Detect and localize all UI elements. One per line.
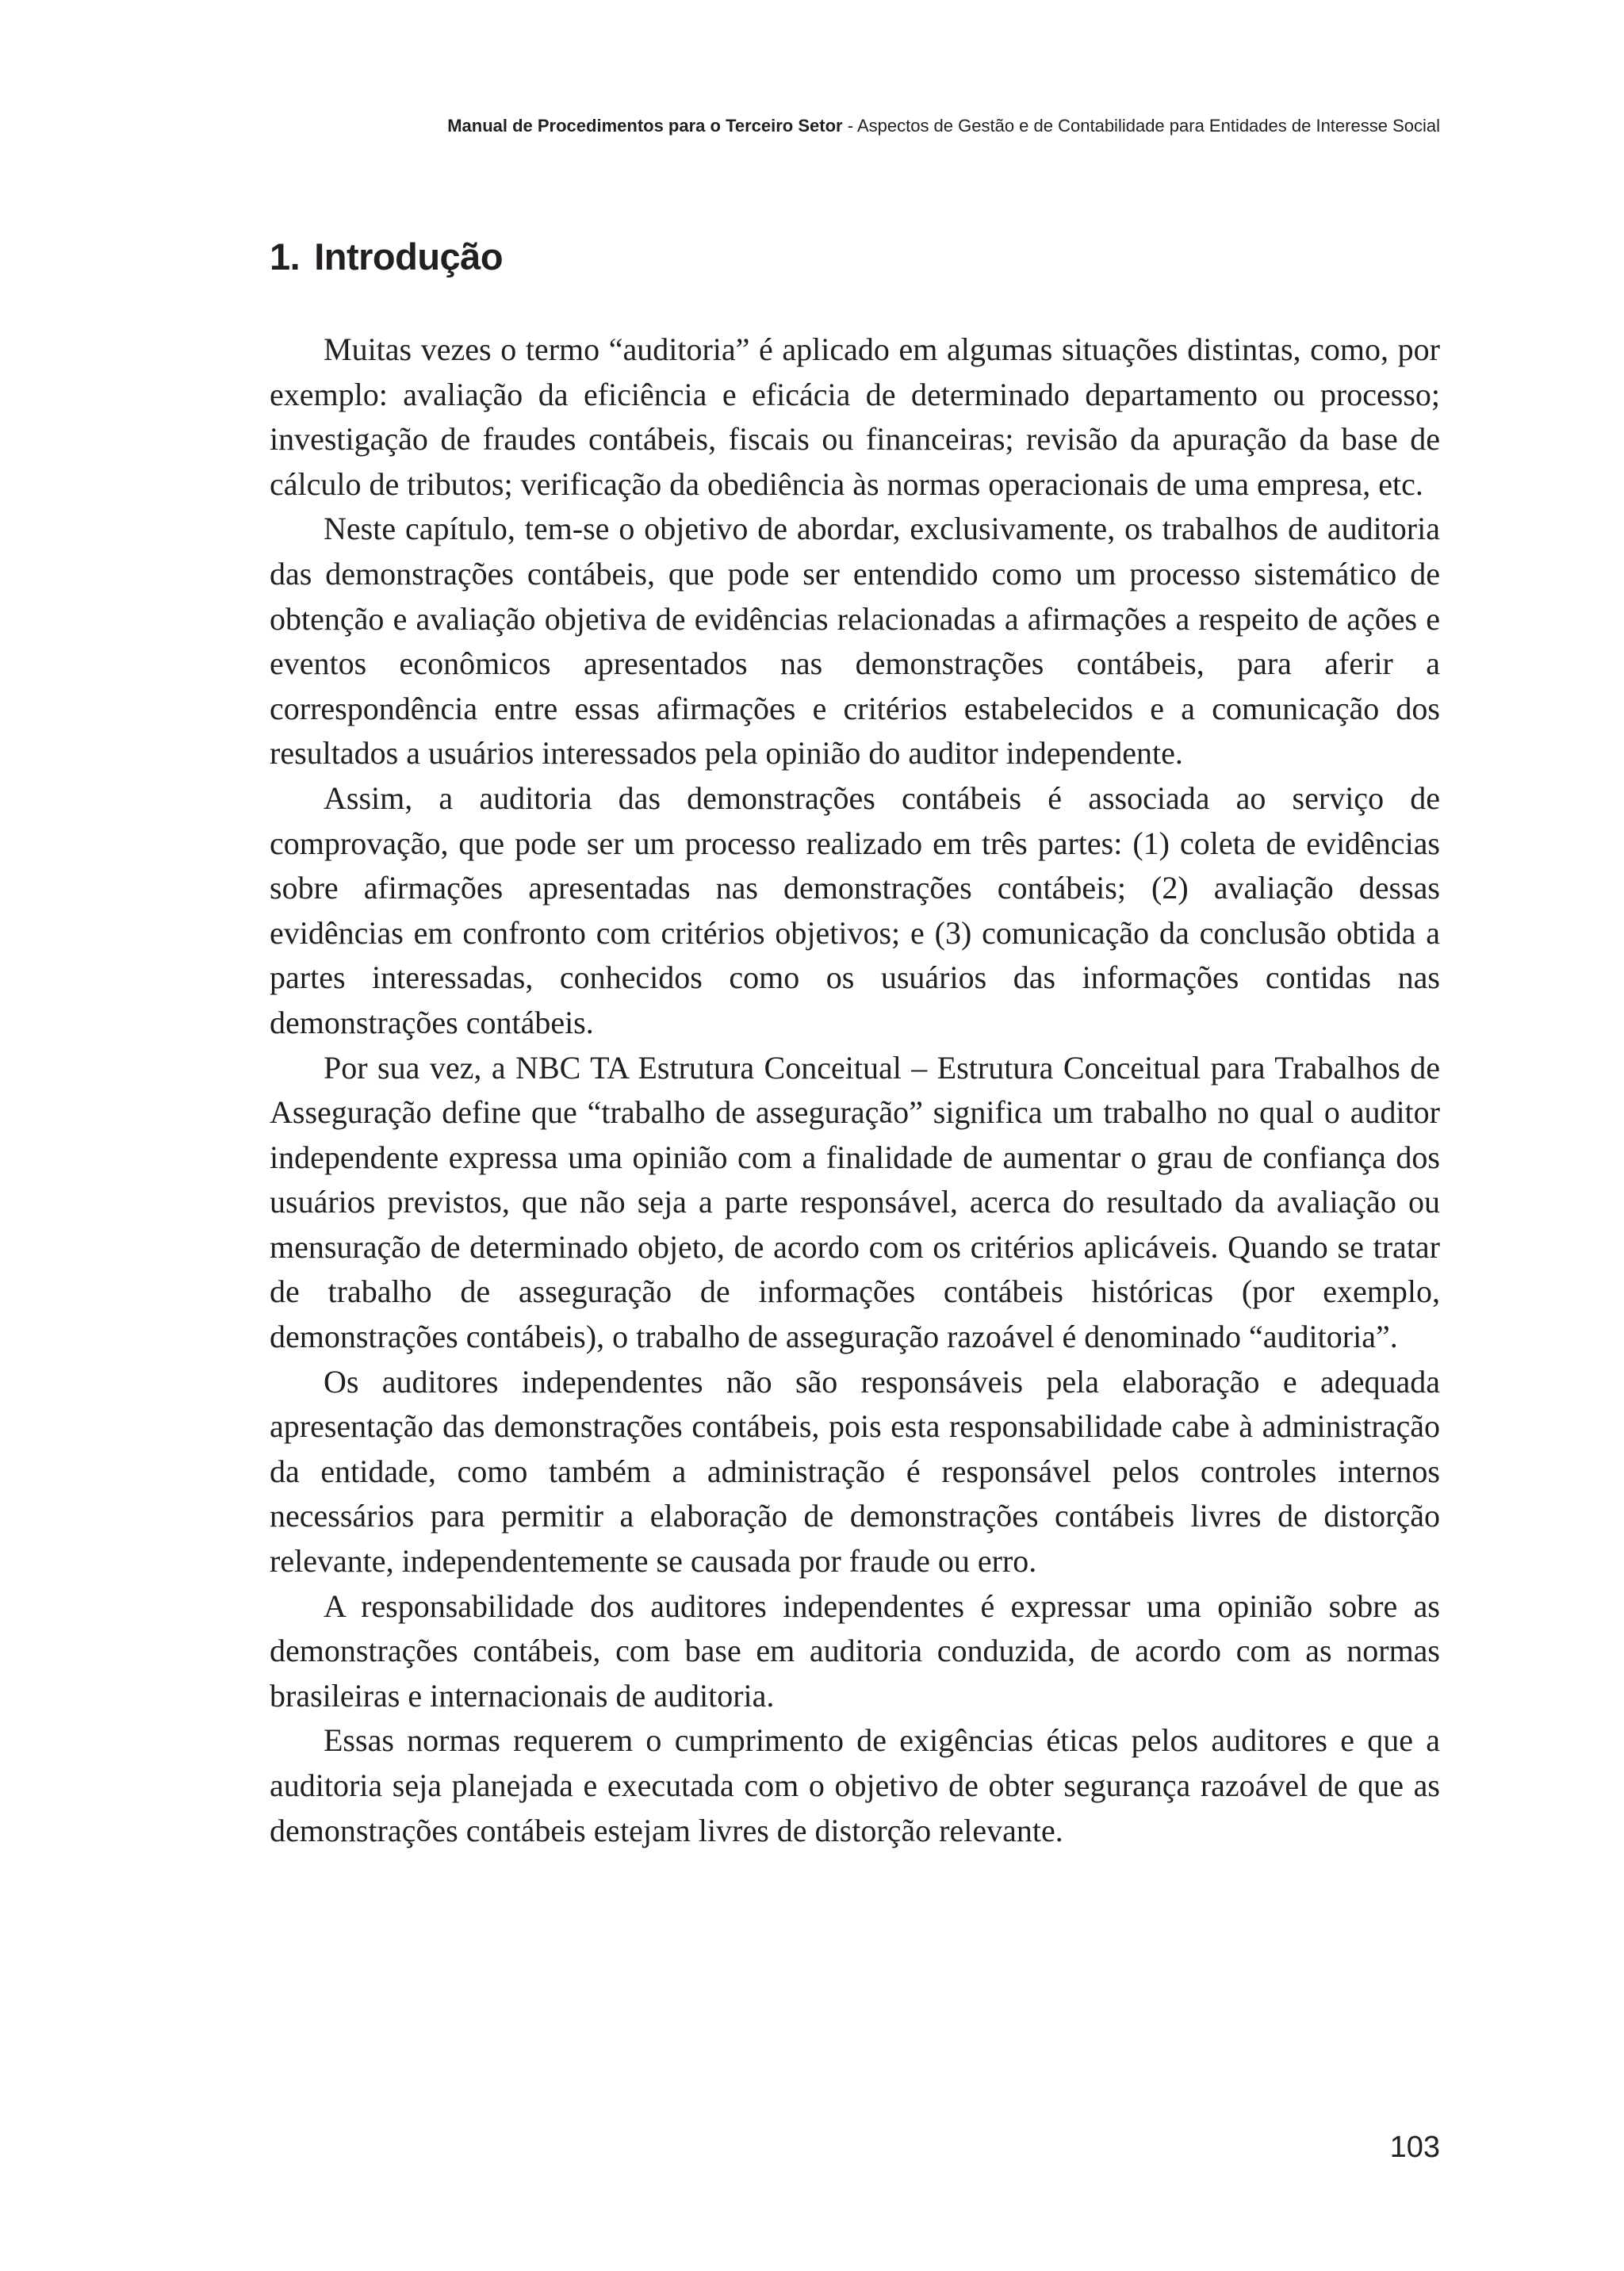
section-heading xyxy=(270,235,503,278)
paragraph: Por sua vez, a NBC TA Estrutura Conceitual – Estrutura Conceitual para Trabalhos de Asseguração define que “trabalho de asseguração” significa um trabalho no qual o auditor independente expressa uma opinião com a finalidade de aumentar o grau de confiança dos usuários previstos, que não seja a parte responsável, acerca do resultado da avaliação ou mensuração de determinado objeto, de acordo com os critérios aplicáveis. Quando se tratar de trabalho de asseguração de informações contábeis históricas (por exemplo, demonstrações contábeis), o trabalho de asseguração razoável é denominado “auditoria”. xyxy=(270,1049,1440,1355)
paragraph: Essas normas requerem o cumprimento de exigências éticas pelos auditores e que a auditoria seja planejada e executada com o objetivo de obter segurança razoável de que as demonstrações contábeis estejam livres de distorção relevante. xyxy=(270,1722,1440,1848)
paragraph: Muitas vezes o termo “auditoria” é aplicado em algumas situações distintas, como, por exemplo: avaliação da eficiência e eficácia de determinado departamento ou processo; investigação de fraudes contábeis, fiscais ou financeiras; revisão da apuração da base de cálculo de tributos; verificação da obediência às normas operacionais de uma empresa, etc. xyxy=(270,331,1440,502)
page-number: 103 xyxy=(1389,2131,1440,2164)
paragraph: A responsabilidade dos auditores independentes é expressar uma opinião sobre as demonstrações contábeis, com base em auditoria conduzida, de acordo com as normas brasileiras e internacionais de auditoria. xyxy=(270,1587,1440,1714)
header-subtitle: Aspectos de Gestão e de Contabilidade para Entidades de Interesse Social xyxy=(856,116,1440,136)
section-title: Introdução xyxy=(314,236,504,278)
paragraph: Neste capítulo, tem-se o objetivo de abordar, exclusivamente, os trabalhos de auditoria das demonstrações contábeis, que pode ser entendido como um processo sistemático de obtenção e avaliação objetiva de evidências relacionadas a afirmações a respeito de ações e eventos econômicos apresentados nas demonstrações contábeis, para aferir a correspondência entre essas afirmações e critérios estabelecidos e a comunicação dos resultados a usuários interessados pela opinião do auditor independente. xyxy=(270,511,1440,772)
paragraph: Assim, a auditoria das demonstrações contábeis é associada ao serviço de comprovação, que pode ser um processo realizado em três partes: (1) coleta de evidências sobre afirmações apresentadas nas demonstrações contábeis; (2) avaliação dessas evidências em confronto com critérios objetivos; e (3) comunicação da conclusão obtida a partes interessadas, conhecidos como os usuários das informações contidas nas demonstrações contábeis. xyxy=(270,779,1440,1040)
header-separator: - xyxy=(842,116,857,136)
paragraph: Os auditores independentes não são responsáveis pela elaboração e adequada apresentação das demonstrações contábeis, pois esta responsabilidade cabe à administração da entidade, como também a administração é responsável pelos controles internos necessários para permitir a elaboração de demonstrações contábeis livres de distorção relevante, independentemente se causada por fraude ou erro. xyxy=(270,1363,1440,1580)
section-number: 1. xyxy=(270,236,301,278)
header-book-title: Manual de Procedimentos para o Terceiro Setor xyxy=(447,116,843,136)
running-header xyxy=(270,116,1440,136)
body-text xyxy=(270,327,1440,1853)
